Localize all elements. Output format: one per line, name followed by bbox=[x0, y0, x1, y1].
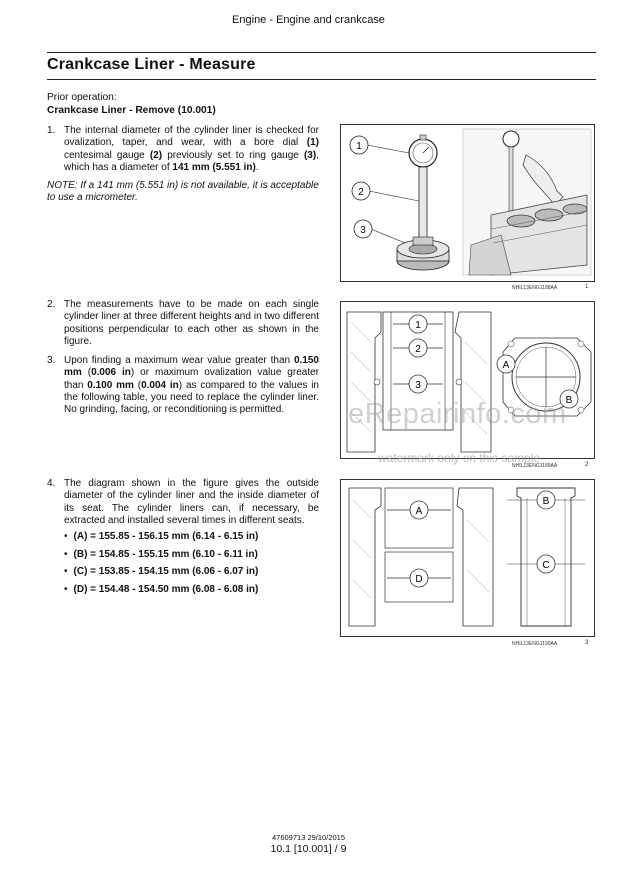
figure-2 bbox=[340, 301, 595, 459]
step-number: 2. bbox=[47, 299, 56, 310]
step-1 bbox=[47, 125, 319, 174]
step-text: The measurements have to be made on each single cylinder liner at three different heights and in two different positions perpendicular to each other as shown in the figure. bbox=[64, 299, 319, 347]
title-rule bbox=[47, 79, 596, 80]
step-text: The diagram shown in the figure gives the outside diameter of the cylinder liner and the inside diameter of its seat. The cylinder liners can, if necessary, be extracted and installed several times in different seats. bbox=[64, 478, 319, 526]
liner-diameters-illustration bbox=[341, 480, 594, 636]
step-number: 4. bbox=[47, 478, 56, 489]
prior-operation bbox=[47, 92, 216, 117]
figure-2-label-3: 3 bbox=[415, 380, 421, 391]
figure-3-label-C: C bbox=[542, 560, 550, 571]
measurement-heights-illustration bbox=[341, 302, 594, 458]
footer-docref: 47609713 29/10/2015 bbox=[272, 833, 345, 842]
figure-2-code: NHIL13ENG1189AA bbox=[512, 463, 558, 469]
page-header: Engine - Engine and crankcase bbox=[232, 14, 385, 26]
watermark-main: eRepairinfo.com bbox=[348, 398, 567, 430]
footer-page: 10.1 [10.001] / 9 bbox=[270, 843, 347, 855]
spec-item: • (A) = 155.85 - 156.15 mm (6.14 - 6.15 in) bbox=[64, 531, 259, 542]
prior-operation-link[interactable]: Crankcase Liner - Remove (10.001) bbox=[47, 104, 216, 116]
spec-item: • (D) = 154.48 - 154.50 mm (6.08 - 6.08 in) bbox=[64, 584, 259, 595]
figure-3 bbox=[340, 479, 595, 637]
page-title: Crankcase Liner - Measure bbox=[47, 56, 256, 73]
figure-3-code: NHIL13ENG1190AA bbox=[512, 641, 558, 647]
bore-gauge-illustration bbox=[341, 125, 594, 281]
watermark-sub: watermark only on this sample bbox=[378, 451, 541, 465]
step-text: The internal diameter of the cylinder liner is checked for ovalization, taper, and wear, with a bore dial (1) centesimal gauge (2) previously set to ring gauge (3), which has a diameter of 141 mm (5.551 in). bbox=[64, 125, 319, 173]
figure-1-number: 1 bbox=[585, 284, 589, 290]
step-4 bbox=[47, 478, 319, 527]
prior-operation-label: Prior operation: bbox=[47, 92, 117, 103]
figure-1 bbox=[340, 124, 595, 282]
figure-3-label-B: B bbox=[542, 496, 550, 507]
figure-2-label-2: 2 bbox=[415, 344, 421, 355]
step-text: Upon finding a maximum wear value greater than 0.150 mm (0.006 in) or maximum ovalization value greater than 0.100 mm (0.004 in) as compared to the values in the following table, you need to replace the cylinder liner. No grinding, facing, or reconditioning is permitted. bbox=[64, 355, 319, 416]
figure-2-number: 2 bbox=[585, 462, 589, 468]
figure-3-label-D: D bbox=[415, 574, 423, 585]
figure-2-label-B: B bbox=[565, 395, 573, 406]
figure-1-label-1: 1 bbox=[356, 141, 362, 152]
figure-2-label-1: 1 bbox=[415, 320, 421, 331]
step-number: 1. bbox=[47, 125, 56, 136]
step-3 bbox=[47, 355, 319, 416]
figure-1-label-2: 2 bbox=[358, 187, 364, 198]
figure-1-label-3: 3 bbox=[360, 225, 366, 236]
step-2 bbox=[47, 299, 319, 348]
figure-2-label-A: A bbox=[502, 360, 510, 371]
spec-item: • (C) = 153.85 - 154.15 mm (6.06 - 6.07 in) bbox=[64, 566, 259, 577]
note: NOTE: If a 141 mm (5.551 in) is not available, it is acceptable to use a micrometer. bbox=[47, 180, 319, 204]
figure-3-number: 3 bbox=[585, 640, 589, 646]
header-rule bbox=[47, 52, 596, 53]
spec-item: • (B) = 154.85 - 155.15 mm (6.10 - 6.11 in) bbox=[64, 549, 258, 560]
figure-1-code: NHIL13ENG1188AA bbox=[512, 285, 558, 291]
step-number: 3. bbox=[47, 355, 56, 366]
figure-3-label-A: A bbox=[415, 506, 423, 517]
